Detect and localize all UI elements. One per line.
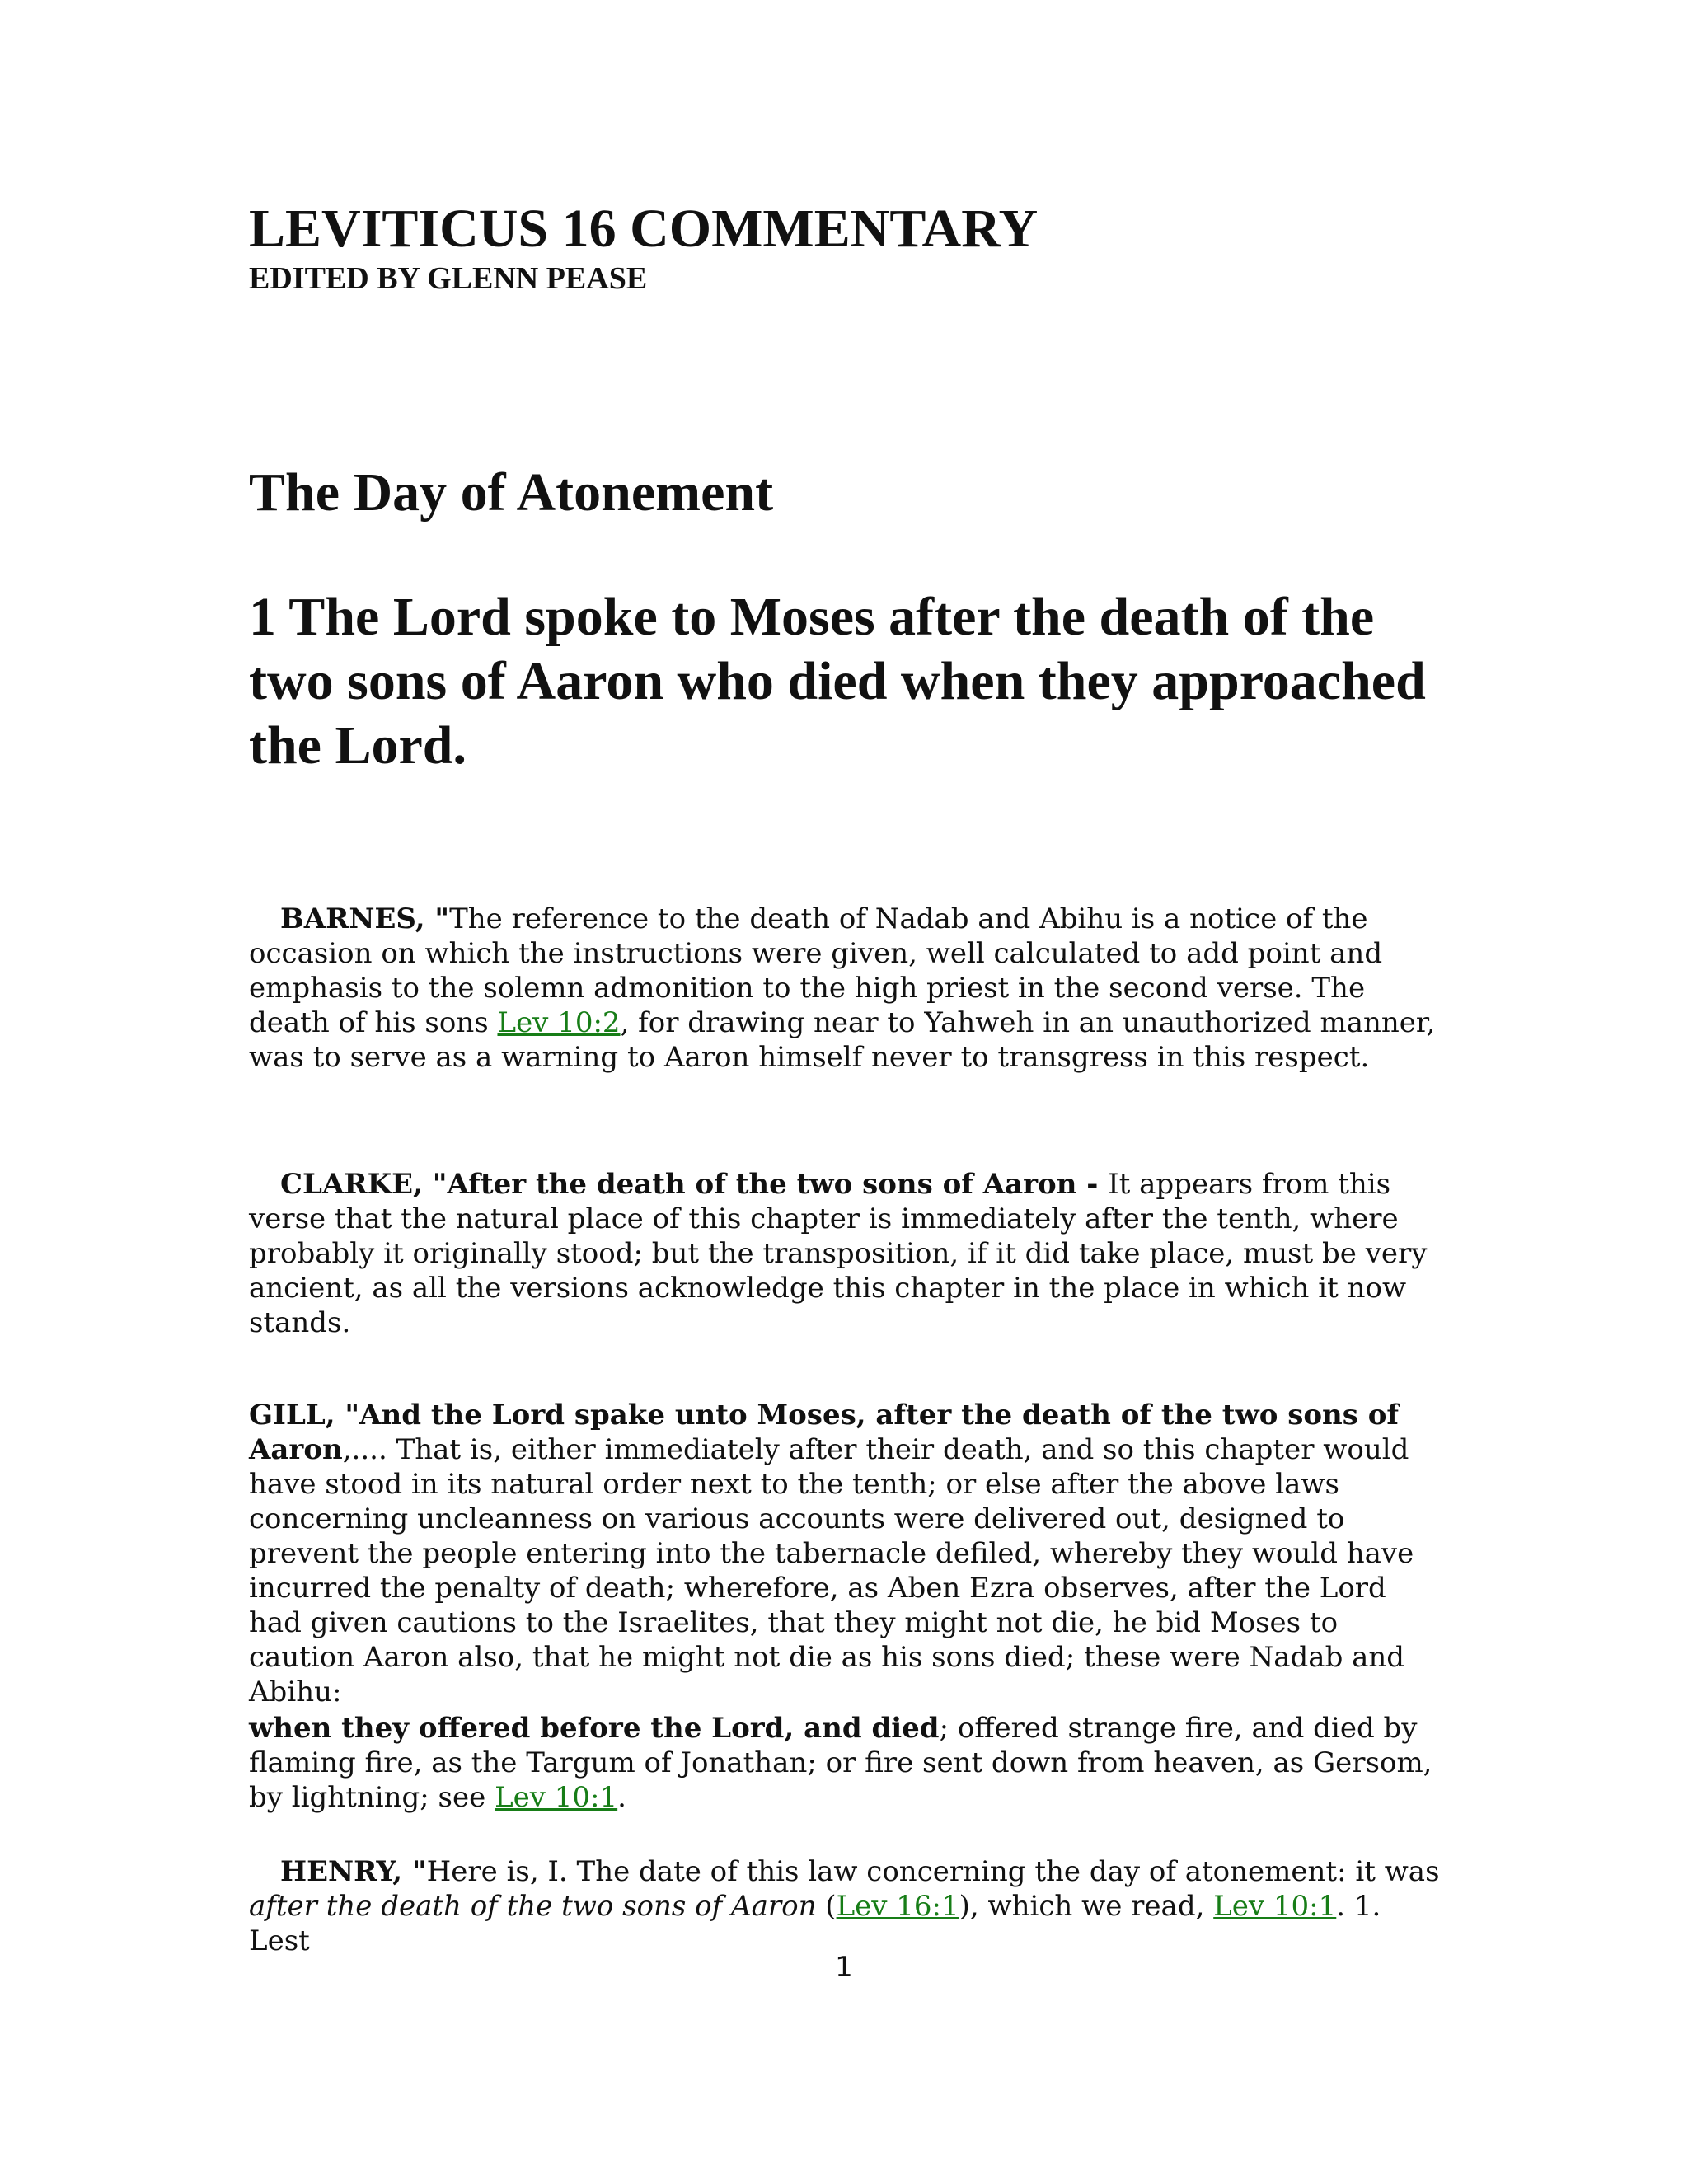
henry-text-1: Here is, I. The date of this law concerning the day of atonement: it was (426, 1855, 1440, 1888)
clarke-commentary (249, 1167, 1440, 1340)
clarke-lemma: After the death of the two sons of Aaron - (447, 1168, 1109, 1201)
section-heading: The Day of Atonement (249, 462, 774, 523)
gill-lemma-2: when they offered before the Lord, and died (249, 1712, 940, 1745)
barnes-commentary (249, 902, 1440, 1075)
henry-ref-link-1[interactable]: Lev 16:1 (836, 1890, 959, 1923)
henry-source-label: HENRY, " (280, 1855, 427, 1888)
henry-text-3: . 1. Lest (249, 1890, 1381, 1957)
gill-text-2-end: . (617, 1781, 626, 1814)
barnes-text: The reference to the death of Nadab and Abihu is a notice of the occasion on which the instructions were given, well calculated to add point and emphasis to the solemn admonition to the high priest in the second verse. The death of his sons (249, 902, 1383, 1039)
document-title: LEVITICUS 16 COMMENTARY (249, 199, 1039, 259)
barnes-text-end: , for drawing near to Yahweh in an unauthorized manner, was to serve as a warning to Aaron himself never to transgress in this respect. (249, 1006, 1436, 1074)
henry-italic-text: after the death of the two sons of Aaron (249, 1890, 817, 1923)
document-subtitle: EDITED BY GLENN PEASE (249, 261, 648, 296)
barnes-ref-link[interactable]: Lev 10:2 (497, 1006, 621, 1039)
gill-text-2: ; offered strange fire, and died by flaming fire, as the Targum of Jonathan; or fire sent down from heaven, as Gersom, by lightning; see (249, 1712, 1432, 1814)
clarke-text: It appears from this verse that the natural place of this chapter is immediately after the tenth, where probably it originally stood; but the transposition, if it did take place, must be very ancient, as all the versions acknowledge this chapter in the place in which it now stands. (249, 1168, 1428, 1339)
henry-text-2: ), which we read, (959, 1890, 1214, 1923)
henry-open-paren: ( (816, 1890, 837, 1923)
verse-text: 1 The Lord spoke to Moses after the death of the two sons of Aaron who died when they approached the Lord. (249, 587, 1426, 776)
gill-ref-link[interactable]: Lev 10:1 (495, 1781, 618, 1814)
henry-commentary (249, 1854, 1440, 1958)
gill-commentary-continued (249, 1711, 1440, 1815)
gill-commentary (249, 1398, 1440, 1709)
henry-ref-link-2[interactable]: Lev 10:1 (1213, 1890, 1337, 1923)
clarke-source-label: CLARKE, " (280, 1168, 448, 1201)
page-number: 1 (835, 1951, 853, 1984)
gill-text: ,.... That is, either immediately after their death, and so this chapter would have stood in its natural order next to the tenth; or else after the above laws concerning uncleanness on various accounts were delivered out, designed to prevent the people entering into the tabernacle defiled, whereby they would have incurred the penalty of death; wherefore, as Aben Ezra observes, after the Lord had given cautions to the Israelites, that they might not die, he bid Moses to caution Aaron also, that he might not die as his sons died; these were Nadab and Abihu: (249, 1433, 1414, 1708)
gill-lemma: And the Lord spake unto Moses, after the death of the two sons of Aaron (249, 1399, 1400, 1466)
barnes-source-label: BARNES, " (280, 902, 450, 935)
gill-source-label: GILL, " (249, 1399, 360, 1432)
